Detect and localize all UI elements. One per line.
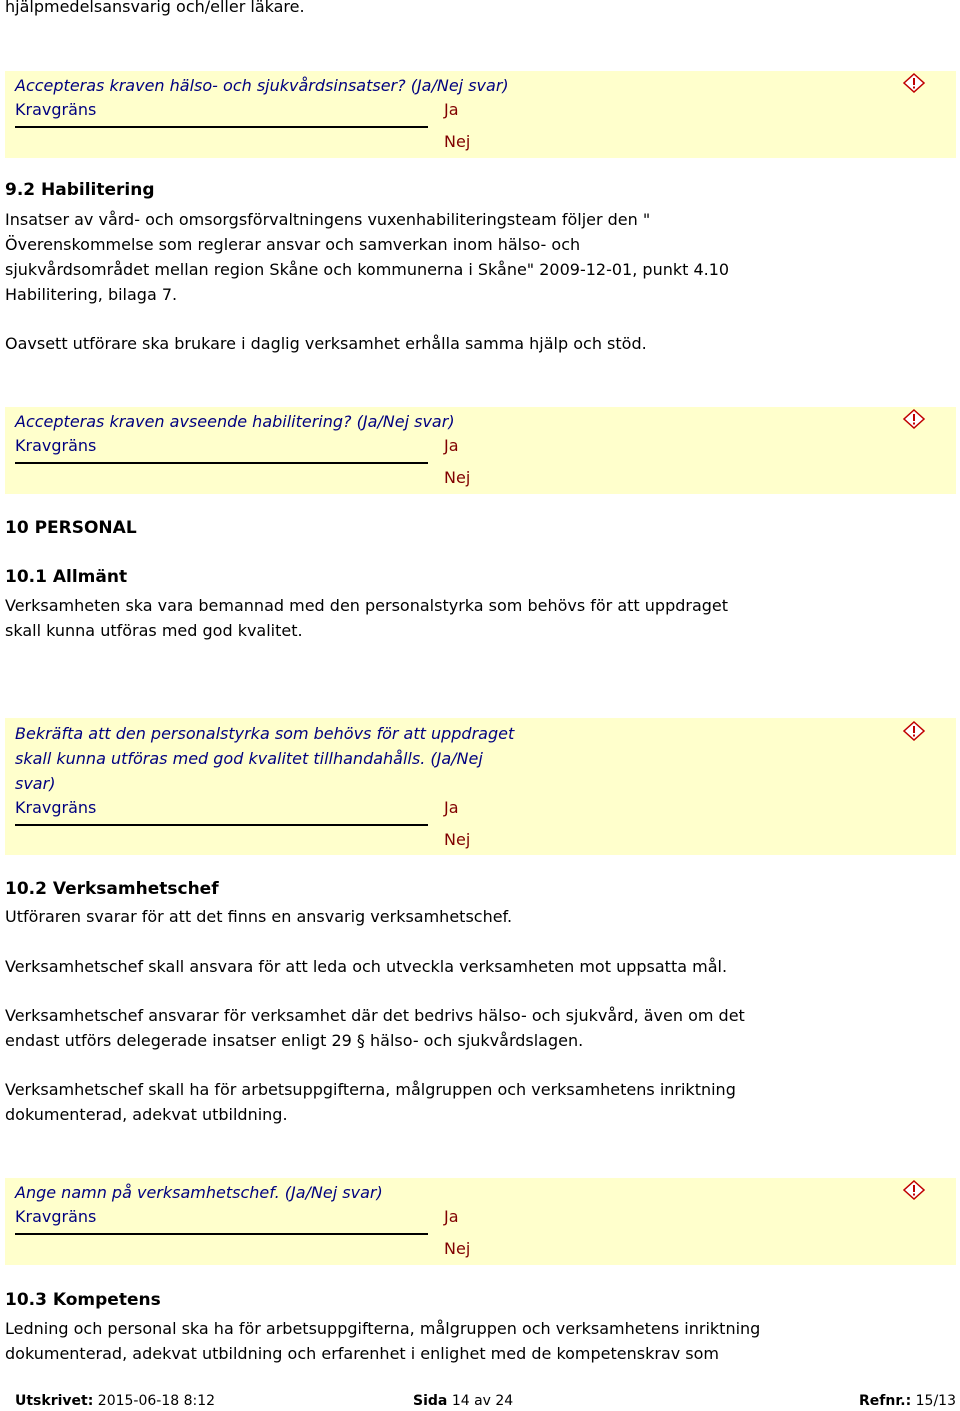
footer-ref-value: 15/13	[915, 1393, 956, 1409]
option-no[interactable]: Nej	[444, 468, 471, 487]
paragraph-line: skall kunna utföras med god kvalitet.	[5, 621, 303, 640]
paragraph-line: sjukvårdsområdet mellan region Skåne och kommunerna i Skåne" 2009-12-01, punkt 4.10	[5, 260, 730, 279]
option-no[interactable]: Nej	[444, 830, 471, 849]
answer-line[interactable]	[15, 824, 428, 826]
option-no[interactable]: Nej	[444, 132, 471, 151]
warning-icon	[903, 721, 925, 741]
section-heading-9-2: 9.2 Habilitering	[5, 180, 155, 200]
question-text: Accepteras kraven avseende habilitering? (Ja/Nej svar)	[15, 412, 455, 431]
kravgrans-label: Kravgräns	[15, 436, 97, 455]
option-yes[interactable]: Ja	[444, 1207, 459, 1226]
kravgrans-label: Kravgräns	[15, 1207, 97, 1226]
footer-printed-label: Utskrivet:	[15, 1393, 94, 1409]
section-heading-10: 10 PERSONAL	[5, 518, 137, 538]
option-no[interactable]: Nej	[444, 1239, 471, 1258]
paragraph-line: endast utförs delegerade insatser enligt 29 § hälso- och sjukvårdslagen.	[5, 1031, 584, 1050]
footer-page-label: Sida	[413, 1393, 448, 1409]
warning-icon	[903, 1180, 925, 1200]
paragraph-line: Ledning och personal ska ha för arbetsuppgifterna, målgruppen och verksamhetens inriktning	[5, 1319, 761, 1338]
question-line: svar)	[15, 774, 56, 793]
question-line: skall kunna utföras med god kvalitet tillhandahålls. (Ja/Nej	[15, 749, 483, 768]
paragraph-line: Habilitering, bilaga 7.	[5, 285, 178, 304]
paragraph-line: Överenskommelse som reglerar ansvar och samverkan inom hälso- och	[5, 235, 581, 254]
paragraph-line: Verksamhetschef ansvarar för verksamhet där det bedrivs hälso- och sjukvård, även om det	[5, 1006, 745, 1025]
option-yes[interactable]: Ja	[444, 798, 459, 817]
option-yes[interactable]: Ja	[444, 436, 459, 455]
question-box-4	[5, 1178, 956, 1265]
paragraph: Oavsett utförare ska brukare i daglig verksamhet erhålla samma hjälp och stöd.	[5, 334, 647, 353]
section-heading-10-1: 10.1 Allmänt	[5, 567, 128, 587]
question-box-2	[5, 407, 956, 494]
footer-ref-label: Refnr.:	[859, 1393, 912, 1409]
question-text: Accepteras kraven hälso- och sjukvårdsinsatser? (Ja/Nej svar)	[15, 76, 509, 95]
paragraph: Verksamhetschef skall ansvara för att leda och utveckla verksamheten mot uppsatta mål.	[5, 957, 728, 976]
answer-line[interactable]	[15, 1233, 428, 1235]
paragraph-line: Verksamheten ska vara bemannad med den personalstyrka som behövs för att uppdraget	[5, 596, 729, 615]
question-line: Bekräfta att den personalstyrka som behövs för att uppdraget	[15, 724, 515, 743]
footer-printed-value: 2015-06-18 8:12	[97, 1393, 216, 1409]
kravgrans-label: Kravgräns	[15, 798, 97, 817]
kravgrans-label: Kravgräns	[15, 100, 97, 119]
question-box-3	[5, 718, 956, 855]
footer-page-value: 14 av 24	[451, 1393, 514, 1409]
footer-page	[413, 1393, 513, 1409]
paragraph-line: Verksamhetschef skall ha för arbetsuppgifterna, målgruppen och verksamhetens inriktning	[5, 1080, 736, 1099]
warning-icon	[903, 73, 925, 93]
paragraph: Utföraren svarar för att det finns en ansvarig verksamhetschef.	[5, 907, 513, 926]
paragraph-line: dokumenterad, adekvat utbildning och erfarenhet i enlighet med de kompetenskrav som	[5, 1344, 720, 1363]
section-heading-10-2: 10.2 Verksamhetschef	[5, 879, 219, 899]
warning-icon	[903, 409, 925, 429]
answer-line[interactable]	[15, 462, 428, 464]
paragraph-line: dokumenterad, adekvat utbildning.	[5, 1105, 288, 1124]
intro-line: hjälpmedelsansvarig och/eller läkare.	[5, 0, 305, 16]
section-heading-10-3: 10.3 Kompetens	[5, 1290, 161, 1310]
answer-line[interactable]	[15, 126, 428, 128]
footer-printed	[15, 1393, 215, 1409]
paragraph-line: Insatser av vård- och omsorgsförvaltningens vuxenhabiliteringsteam följer den "	[5, 210, 651, 229]
option-yes[interactable]: Ja	[444, 100, 459, 119]
question-box-1	[5, 71, 956, 158]
footer-ref	[859, 1393, 956, 1409]
question-text: Ange namn på verksamhetschef. (Ja/Nej svar)	[15, 1183, 383, 1202]
